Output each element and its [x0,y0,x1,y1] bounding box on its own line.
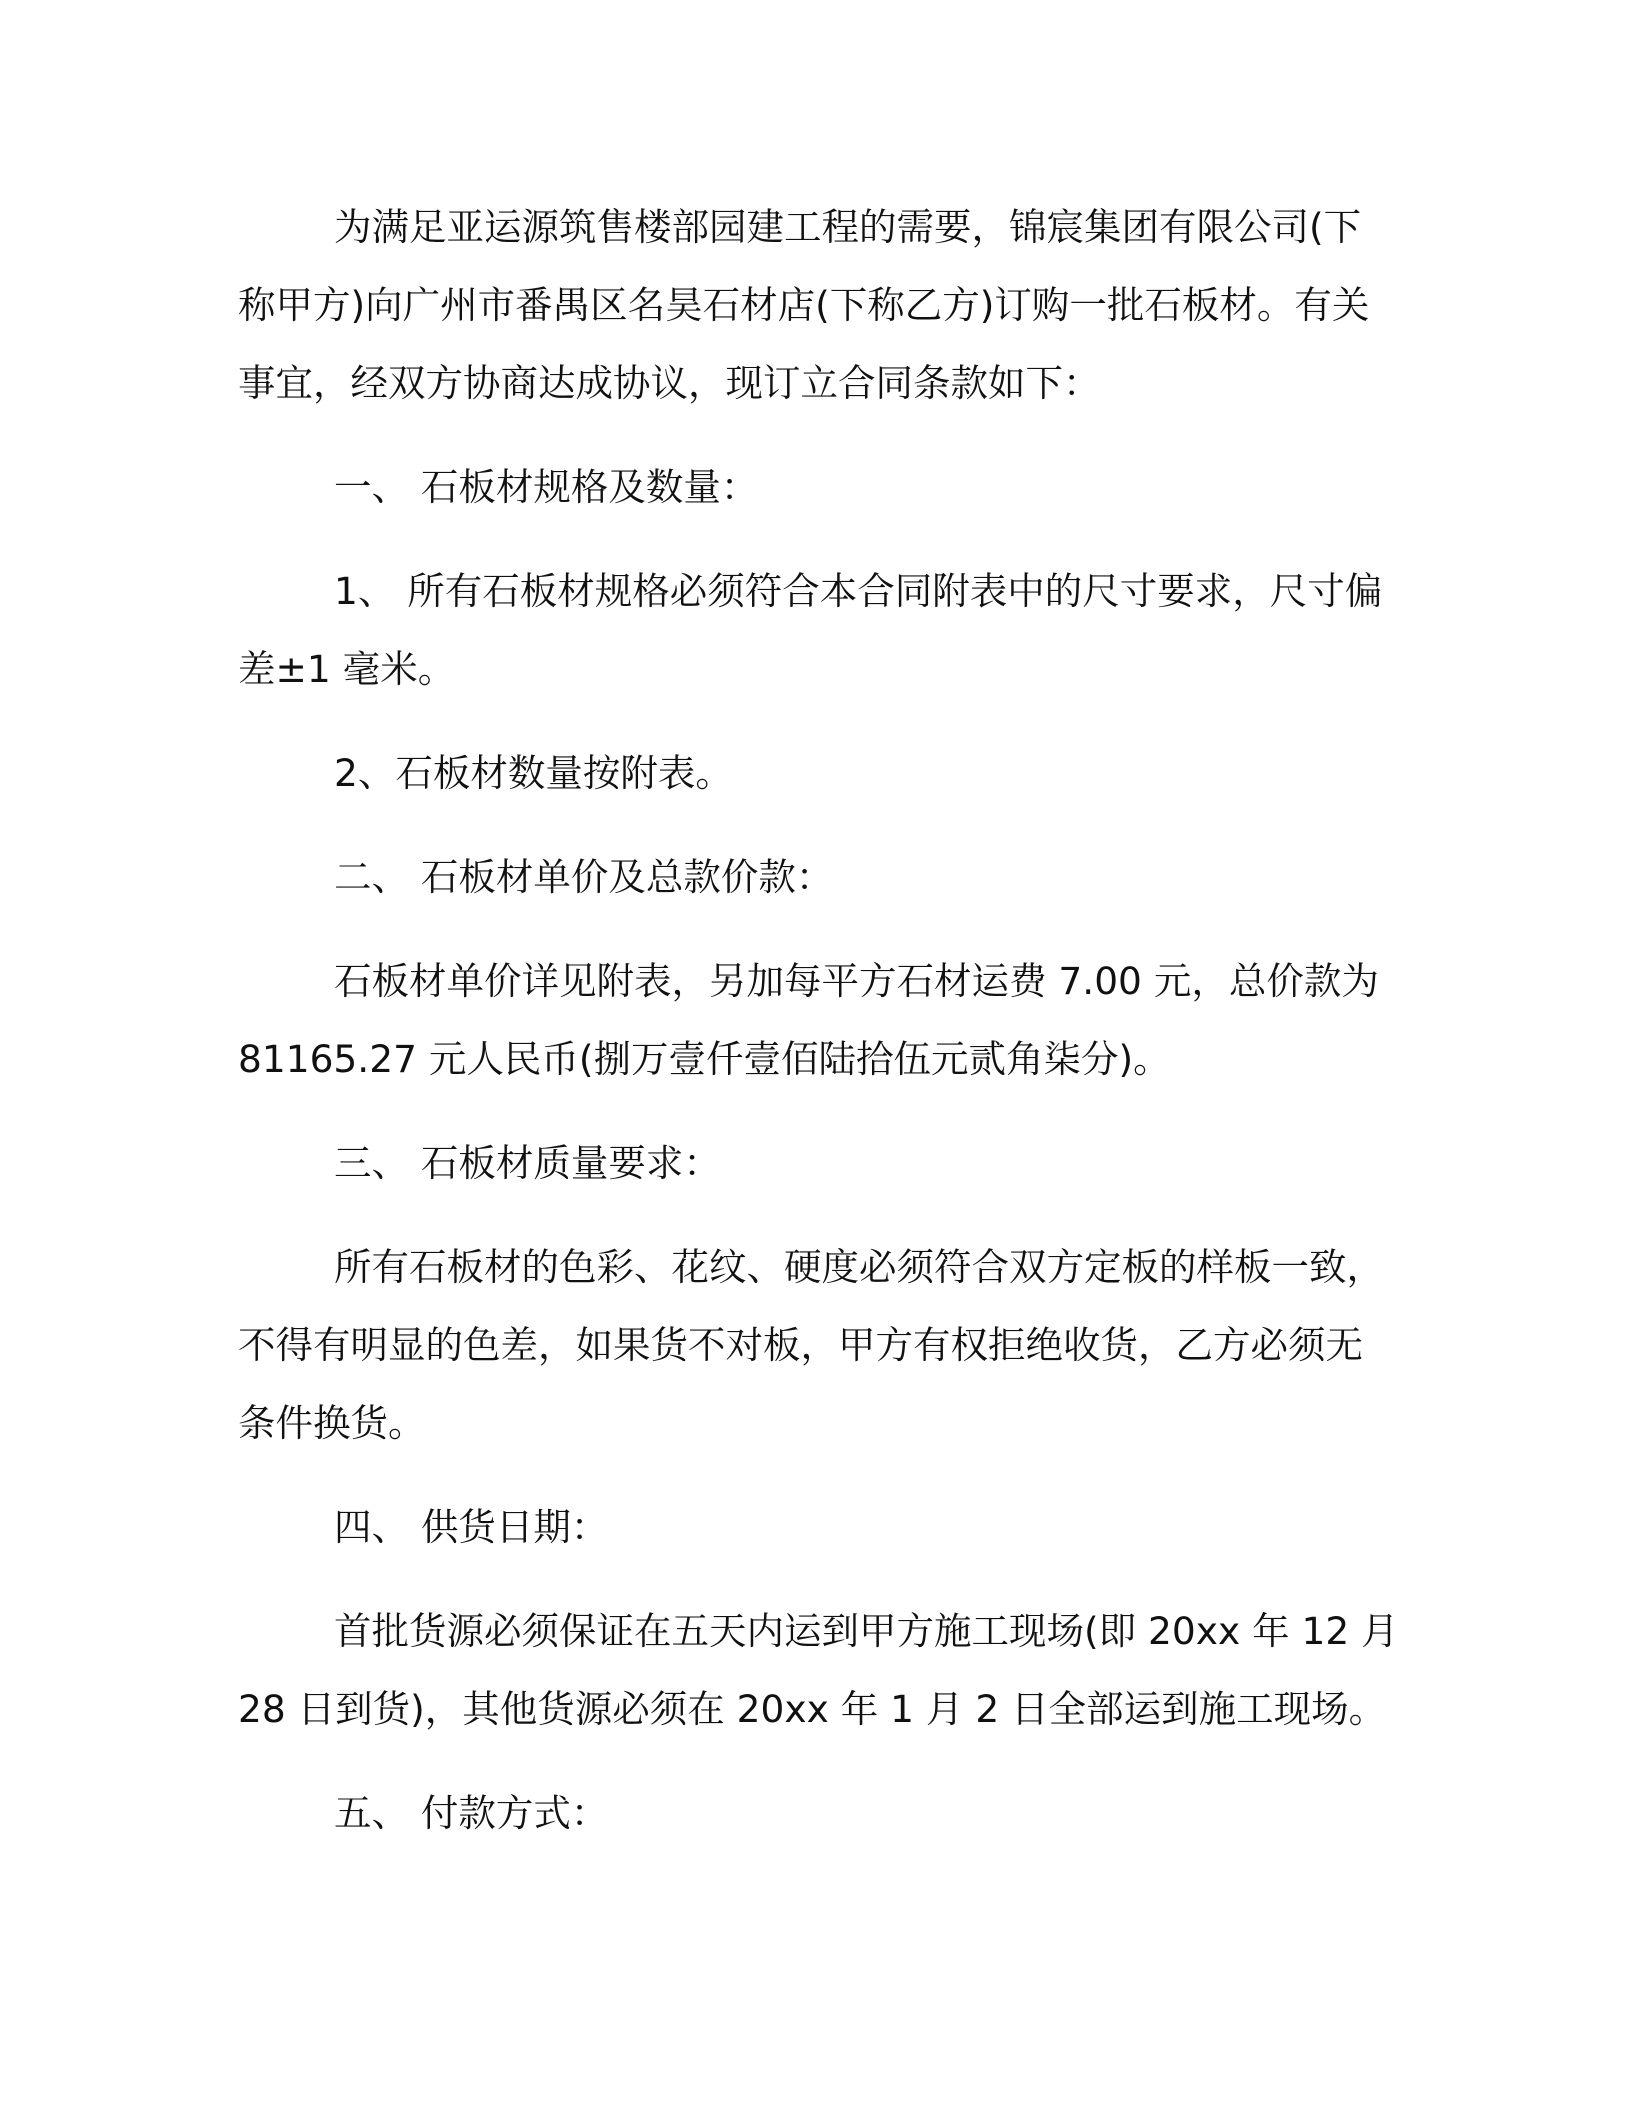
clause-1-1-line-1: 1、 所有石板材规格必须符合本合同附表中的尺寸要求，尺寸偏 [334,569,1383,613]
clause-2-line-1: 石板材单价详见附表，另加每平方石材运费 7.00 元，总价款为 [334,959,1379,1003]
clause-4 [238,1592,1399,1748]
intro-line-3: 事宜，经双方协商达成协议，现订立合同条款如下： [238,361,1101,405]
section-2-heading-text: 二、 石板材单价及总款价款： [334,855,834,899]
clause-1-2-text: 2、石板材数量按附表。 [334,751,733,795]
clause-1-1 [238,552,1383,708]
intro-paragraph [238,188,1380,422]
section-4-heading-text: 四、 供货日期： [334,1505,609,1549]
clause-3-line-3: 条件换货。 [238,1401,426,1445]
clause-3-line-2: 不得有明显的色差，如果货不对板，甲方有权拒绝收货，乙方必须无 [238,1323,1363,1367]
clause-2 [238,942,1380,1098]
document-page [238,188,1399,1852]
clause-3-line-1: 所有石板材的色彩、花纹、硬度必须符合双方定板的样板一致， [334,1245,1384,1289]
clause-4-line-2: 28 日到货)，其他货源必须在 20xx 年 1 月 2 日全部运到施工现场。 [238,1687,1387,1731]
section-5-heading-text: 五、 付款方式： [334,1791,609,1835]
clause-1-1-line-2: 差±1 毫米。 [238,647,456,691]
intro-line-2: 称甲方)向广州市番禺区名昊石材店(下称乙方)订购一批石板材。有关 [238,283,1370,327]
section-3-heading [238,1124,1380,1202]
section-1-heading [238,448,1380,526]
section-4-heading [238,1488,1380,1566]
section-1-heading-text: 一、 石板材规格及数量： [334,465,759,509]
section-5-heading [238,1774,1380,1852]
clause-4-line-1: 首批货源必须保证在五天内运到甲方施工现场(即 20xx 年 12 月 [334,1609,1399,1653]
section-2-heading [238,838,1380,916]
clause-2-line-2: 81165.27 元人民币(捌万壹仟壹佰陆拾伍元贰角柒分)。 [238,1037,1171,1081]
section-3-heading-text: 三、 石板材质量要求： [334,1141,721,1185]
clause-3 [238,1228,1384,1462]
clause-1-2 [238,734,1380,812]
intro-line-1: 为满足亚运源筑售楼部园建工程的需要，锦宸集团有限公司(下 [334,205,1362,249]
